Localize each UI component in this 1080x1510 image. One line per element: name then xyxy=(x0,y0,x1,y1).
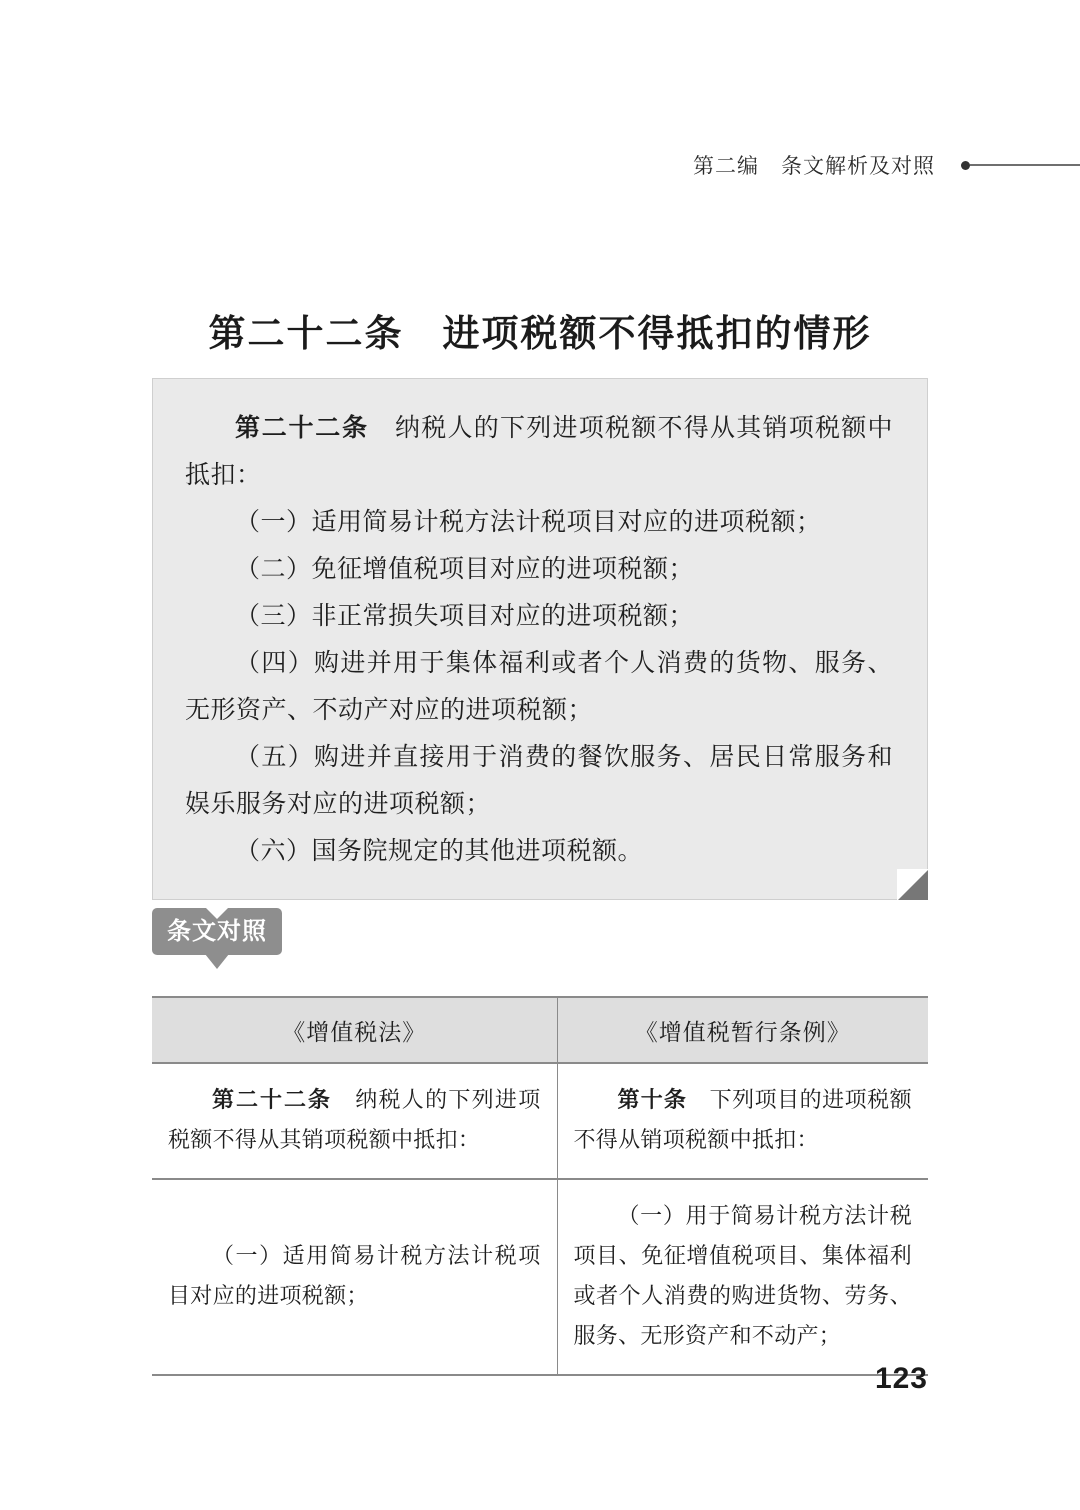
running-header xyxy=(0,143,1080,187)
cell-paragraph xyxy=(574,1080,913,1160)
statute-lead-text: 纳税人的下列进项税额不得从其销项税额中抵扣： xyxy=(185,415,893,489)
statute-item: （三）非正常损失项目对应的进项税额； xyxy=(235,603,695,630)
statute-lead-spacer xyxy=(369,415,395,442)
statute-item: （二）免征增值税项目对应的进项税额； xyxy=(235,556,695,583)
cell-lead-label: 第十条 xyxy=(617,1087,688,1112)
table-header-regulation: 《增值税暂行条例》 xyxy=(557,997,928,1063)
badge-pointer-icon xyxy=(205,954,229,969)
cell-body-text: 下列项目的进项税额不得从销项税额中抵扣： xyxy=(573,1087,912,1152)
table-header-law: 《增值税法》 xyxy=(152,997,557,1063)
badge-notch-icon xyxy=(206,908,228,919)
cell-lead-label: 第二十二条 xyxy=(212,1087,332,1112)
statute-item: （五）购进并直接用于消费的餐饮服务、居民日常服务和娱乐服务对应的进项税额； xyxy=(185,744,893,818)
cell-lead-spacer xyxy=(332,1087,355,1112)
table-cell-regulation xyxy=(557,1063,928,1179)
table-cell-law xyxy=(152,1063,557,1179)
page-number: 123 xyxy=(874,1362,928,1395)
table-header-row xyxy=(152,997,928,1063)
statute-lead-label: 第二十二条 xyxy=(235,415,369,442)
bullet-dot-icon xyxy=(961,161,970,170)
statute-item: （四）购进并用于集体福利或者个人消费的货物、服务、无形资产、不动产对应的进项税额； xyxy=(185,650,893,724)
comparison-table xyxy=(152,996,928,1376)
table-cell-law xyxy=(152,1179,557,1375)
table-cell-regulation xyxy=(557,1179,928,1375)
cell-body-text: （一）适用简易计税方法计税项目对应的进项税额； xyxy=(168,1243,541,1308)
running-header-text: 第二编 条文解析及对照 xyxy=(693,155,935,178)
page-title: 第二十二条 进项税额不得抵扣的情形 xyxy=(208,312,872,354)
section-badge-label: 条文对照 xyxy=(167,917,267,945)
header-rule xyxy=(970,164,1080,166)
cell-lead-spacer xyxy=(687,1087,710,1112)
table-row xyxy=(152,1179,928,1375)
section-badge xyxy=(152,908,287,970)
cell-body-text: （一）用于简易计税方法计税项目、免征增值税项目、集体福利或者个人消费的购进货物、劳务、服务、无形资产和不动产； xyxy=(573,1203,912,1348)
table-row xyxy=(152,1063,928,1179)
statute-item: （一）适用简易计税方法计税项目对应的进项税额； xyxy=(235,509,822,536)
statute-quote-box xyxy=(152,378,928,900)
statute-item: （六）国务院规定的其他进项税额。 xyxy=(235,838,644,865)
statute-lead-paragraph xyxy=(185,405,893,499)
section-badge-body xyxy=(152,908,282,955)
cell-paragraph xyxy=(168,1080,541,1160)
cell-body-text: 纳税人的下列进项税额不得从其销项税额中抵扣： xyxy=(168,1087,541,1152)
